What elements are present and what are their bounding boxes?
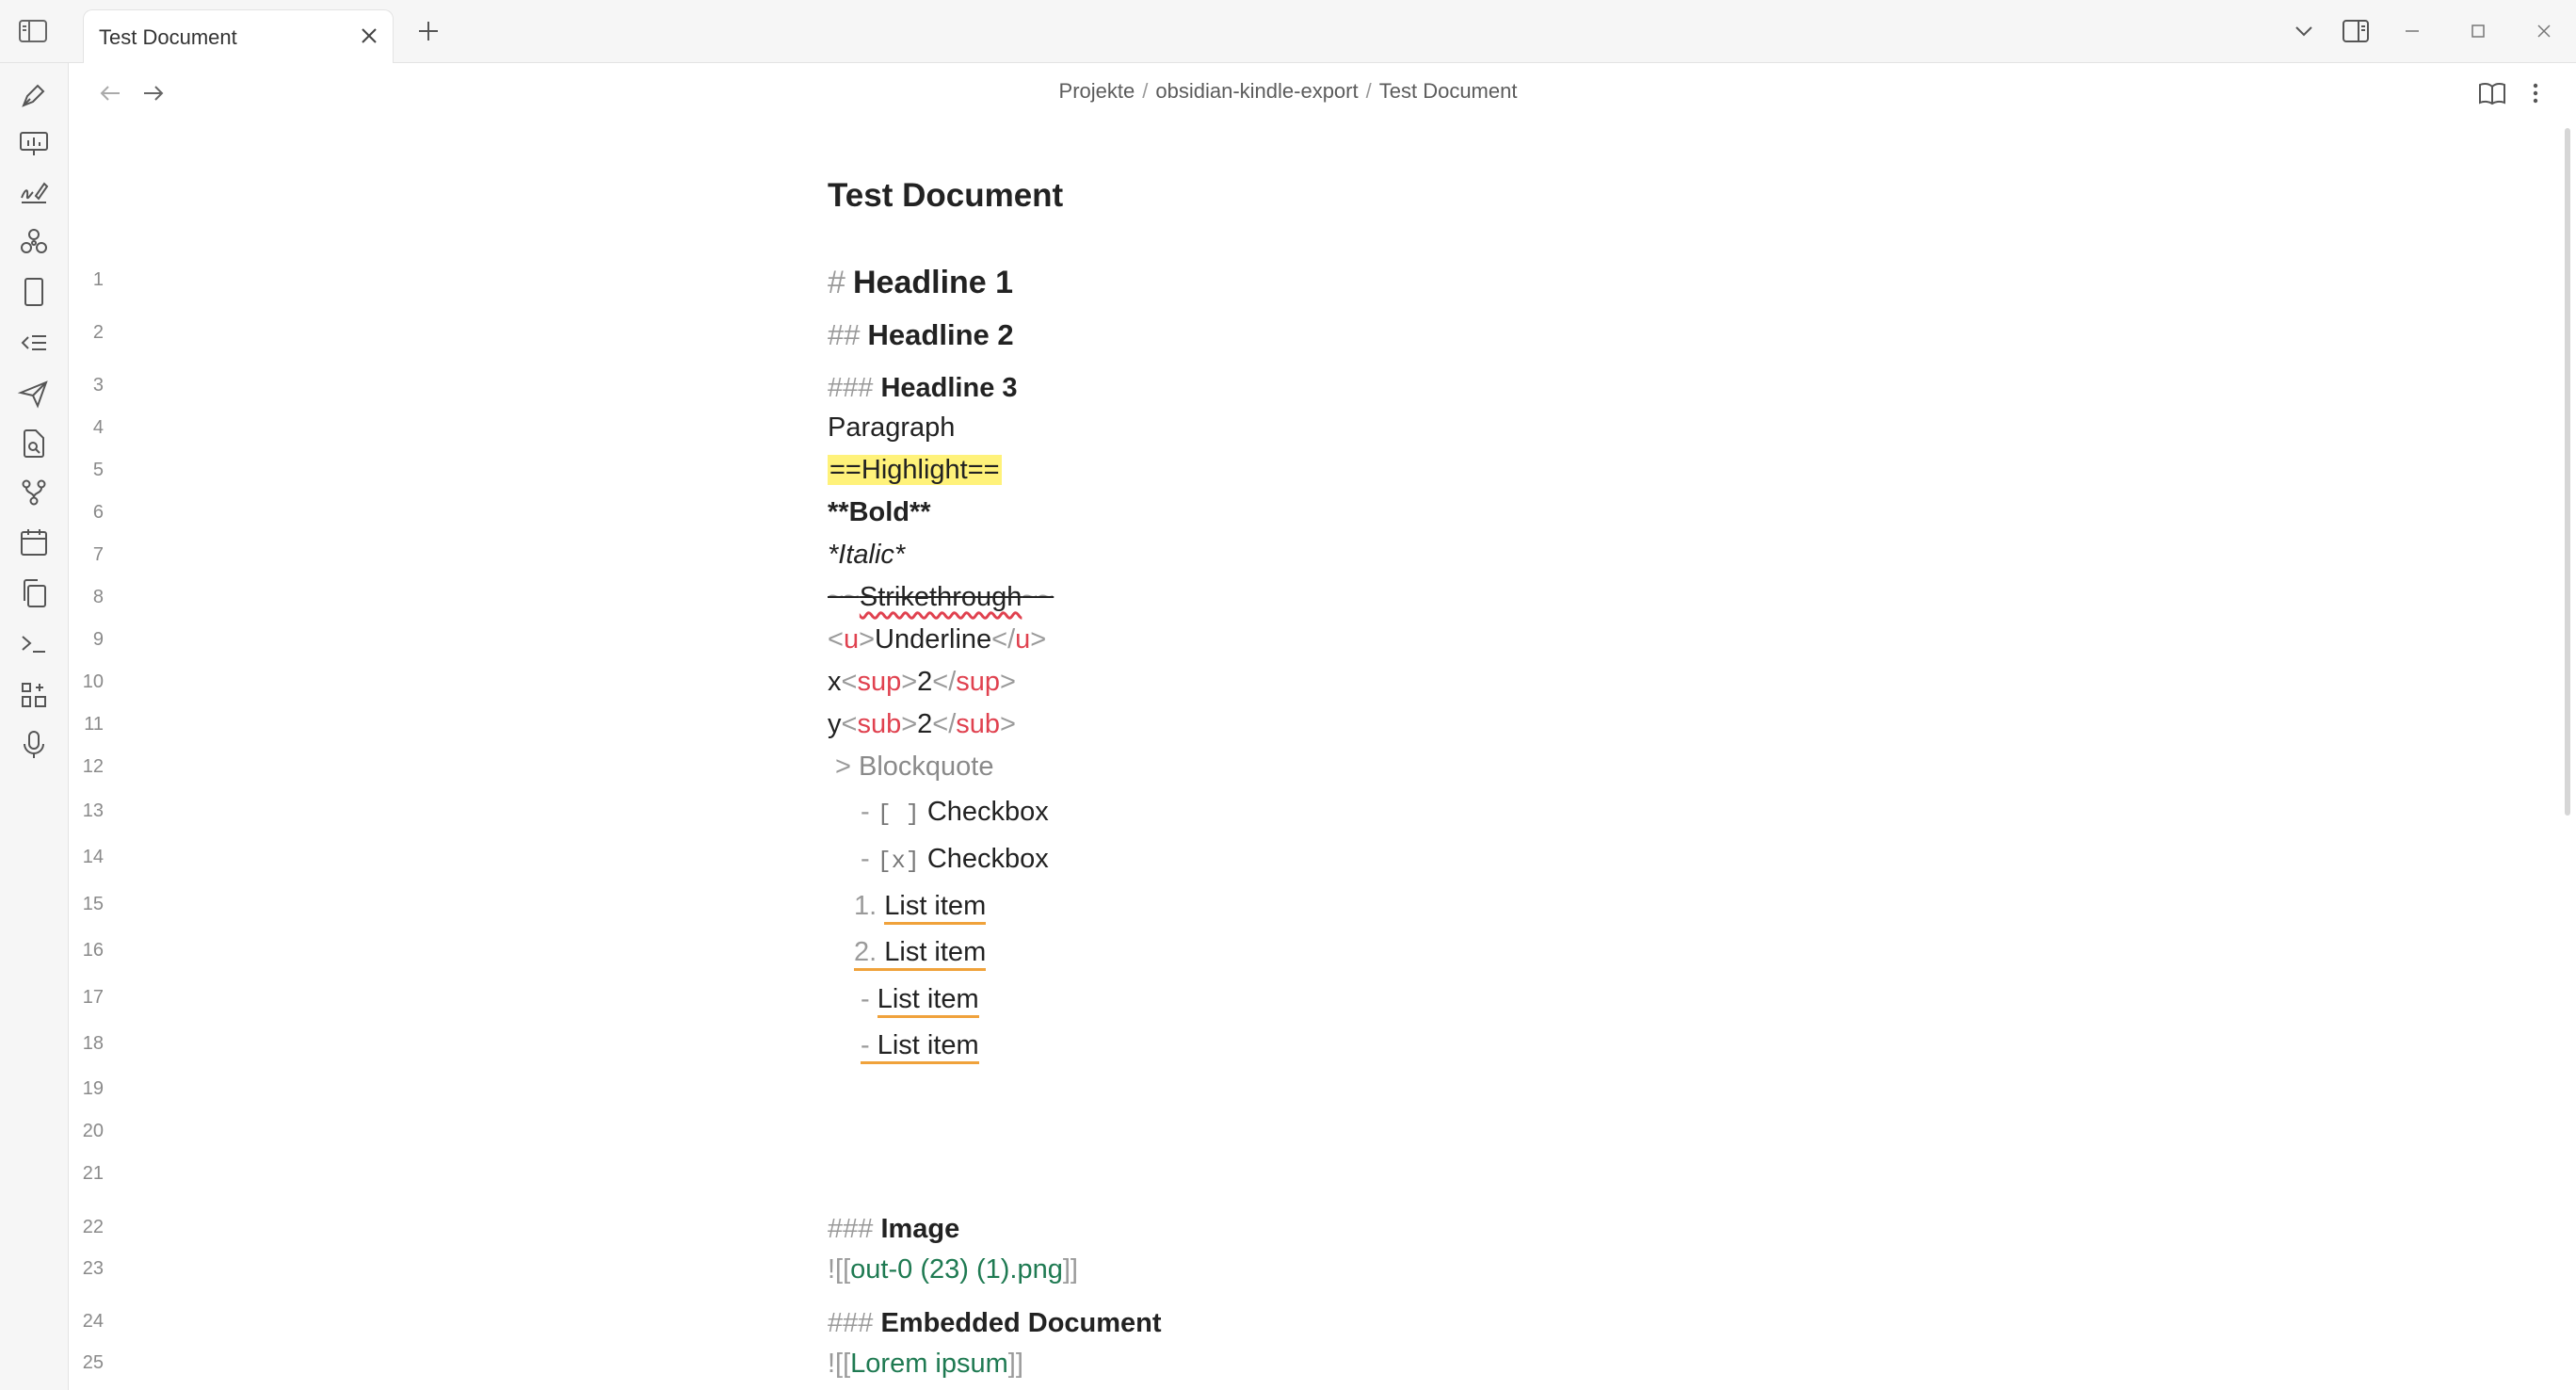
heading-marker: # <box>828 265 845 300</box>
line-number: 18 <box>82 1033 104 1054</box>
line-headline-3[interactable] <box>828 367 1018 409</box>
handwriting-icon[interactable] <box>17 175 51 209</box>
line-number: 13 <box>82 800 104 821</box>
tag-bracket: > <box>859 624 876 655</box>
strike-marker: ~~ <box>1022 582 1055 612</box>
strike-marker: ~~ <box>828 582 860 612</box>
heading-marker: ## <box>828 318 861 351</box>
graph-icon[interactable] <box>17 225 51 259</box>
base-text: x <box>828 667 842 697</box>
strikethrough-text: Strikethrough <box>859 582 1022 612</box>
line-checkbox-checked[interactable] <box>861 838 1049 880</box>
calendar-icon[interactable] <box>17 525 51 559</box>
list-marker: - <box>861 797 870 827</box>
embed-bracket: ]] <box>1062 1254 1078 1285</box>
line-number: 9 <box>92 629 104 650</box>
line-heading-embedded-document[interactable] <box>828 1302 1162 1344</box>
more-vertical-icon[interactable] <box>2520 77 2552 109</box>
line-paragraph[interactable] <box>828 407 955 448</box>
book-icon[interactable] <box>2476 77 2508 109</box>
italic-text: *Italic* <box>828 540 906 570</box>
line-number: 8 <box>92 587 104 607</box>
send-icon[interactable] <box>17 377 51 411</box>
line-number: 25 <box>82 1352 104 1373</box>
breadcrumb <box>0 79 2576 104</box>
tab-test-document[interactable] <box>83 9 394 63</box>
tag-bracket: </ <box>932 709 957 739</box>
tag-bracket: > <box>1030 624 1047 655</box>
line-ordered-item-1[interactable] <box>854 885 986 927</box>
close-icon[interactable] <box>357 24 381 48</box>
line-number: 14 <box>82 847 104 867</box>
inline-title[interactable]: Test Document <box>828 177 1064 214</box>
tag-bracket: > <box>901 709 918 739</box>
tag-bracket: </ <box>991 624 1016 655</box>
line-image-embed[interactable] <box>828 1249 1078 1290</box>
minimize-icon[interactable] <box>2396 15 2428 47</box>
checkbox-label: Checkbox <box>926 797 1049 827</box>
blockquote-marker: > <box>835 752 851 782</box>
line-number: 11 <box>84 714 104 735</box>
line-headline-2[interactable] <box>828 315 1014 356</box>
line-ordered-item-2[interactable] <box>854 931 986 973</box>
terminal-icon[interactable] <box>17 627 51 661</box>
headline-3-text: Headline 3 <box>880 373 1018 403</box>
line-number: 15 <box>82 894 104 914</box>
line-bullet-item-1[interactable] <box>861 978 979 1020</box>
sidebar-toggle-icon[interactable] <box>17 17 49 45</box>
line-number: 23 <box>82 1258 104 1279</box>
line-number: 2 <box>92 322 104 343</box>
paragraph-text: Paragraph <box>828 412 956 443</box>
heading-marker: ### <box>828 1214 874 1244</box>
image-embed-link[interactable]: out-0 (23) (1).png <box>850 1254 1063 1285</box>
heading-marker: ### <box>828 373 874 403</box>
line-blockquote[interactable] <box>835 746 994 787</box>
right-sidebar-icon[interactable] <box>2340 15 2372 47</box>
tag-bracket: < <box>841 709 858 739</box>
tag-name: sub <box>956 709 1001 739</box>
line-number: 5 <box>92 460 104 480</box>
list-marker: - <box>861 984 870 1014</box>
forward-arrow-icon[interactable] <box>137 77 169 109</box>
tag-bracket: < <box>828 624 844 655</box>
line-number: 4 <box>92 417 104 438</box>
base-text: y <box>828 709 842 739</box>
outline-icon[interactable] <box>17 326 51 360</box>
list-item-text: List item <box>884 937 986 971</box>
line-checkbox-unchecked[interactable] <box>861 791 1049 832</box>
file-search-icon[interactable] <box>17 427 51 461</box>
line-number: 7 <box>92 544 104 565</box>
line-number: 20 <box>82 1121 104 1141</box>
tag-name: sup <box>857 667 902 697</box>
tag-name: sub <box>857 709 902 739</box>
tag-bracket: </ <box>932 667 957 697</box>
tag-bracket: > <box>1000 709 1016 739</box>
line-number: 24 <box>82 1311 104 1332</box>
list-marker: - <box>861 1030 870 1064</box>
chevron-down-icon[interactable] <box>2288 15 2320 47</box>
window-close-icon[interactable] <box>2528 15 2560 47</box>
scrollbar[interactable] <box>2565 128 2570 816</box>
line-bold[interactable] <box>828 492 931 533</box>
heading-marker: ### <box>828 1308 874 1338</box>
checkbox-label: Checkbox <box>926 844 1049 874</box>
line-italic[interactable] <box>828 534 905 575</box>
checkbox-checked[interactable]: [x] <box>877 848 920 875</box>
list-item-text: List item <box>877 984 979 1018</box>
bold-text: **Bold** <box>828 497 931 527</box>
list-marker: 1. <box>854 891 877 921</box>
headline-2-text: Headline 2 <box>867 318 1014 351</box>
line-highlight[interactable] <box>828 449 1002 491</box>
list-item-text: List item <box>877 1030 979 1064</box>
breadcrumb-separator: / <box>1142 79 1149 103</box>
presentation-icon[interactable] <box>17 127 51 161</box>
line-number: 21 <box>82 1163 104 1184</box>
line-headline-1[interactable] <box>828 262 1013 303</box>
line-number: 3 <box>92 375 104 396</box>
line-number: 16 <box>82 940 104 961</box>
line-number: 6 <box>92 502 104 523</box>
page-icon[interactable] <box>17 275 51 309</box>
blockquote-text: Blockquote <box>859 752 994 782</box>
breadcrumb-item-folder[interactable]: obsidian-kindle-export <box>1155 79 1359 103</box>
list-item-text: List item <box>884 891 986 925</box>
tag-name: sup <box>956 667 1001 697</box>
line-number: 12 <box>82 756 104 777</box>
line-subscript[interactable] <box>828 703 1016 745</box>
embed-bracket: ![[ <box>828 1349 851 1379</box>
document-embed-link[interactable]: Lorem ipsum <box>850 1349 1008 1379</box>
superscript-text: 2 <box>917 667 933 697</box>
subscript-text: 2 <box>917 709 933 739</box>
copy-icon[interactable] <box>17 576 51 610</box>
line-document-embed[interactable] <box>828 1343 1023 1384</box>
breadcrumb-item-document[interactable]: Test Document <box>1378 79 1518 103</box>
heading-embedded-document-text: Embedded Document <box>880 1308 1162 1338</box>
heading-image-text: Image <box>880 1214 960 1244</box>
puzzle-icon[interactable] <box>17 678 51 712</box>
title-bar <box>0 0 2576 63</box>
line-number: 17 <box>82 987 104 1008</box>
line-strikethrough[interactable] <box>828 576 1054 618</box>
line-underline[interactable] <box>828 619 1046 660</box>
checkbox-unchecked[interactable]: [ ] <box>877 800 920 828</box>
tab-title: Test Document <box>99 25 237 49</box>
back-arrow-icon[interactable] <box>94 77 126 109</box>
line-number: 19 <box>82 1078 104 1099</box>
line-number: 1 <box>92 269 104 290</box>
microphone-icon[interactable] <box>17 728 51 762</box>
tag-bracket: > <box>1000 667 1016 697</box>
line-number: 22 <box>82 1217 104 1237</box>
breadcrumb-item-projekte[interactable]: Projekte <box>1058 79 1135 103</box>
underline-text: Underline <box>875 624 992 655</box>
plus-icon[interactable] <box>414 17 443 45</box>
tag-name: u <box>843 624 860 655</box>
list-marker: - <box>861 844 870 874</box>
embed-bracket: ![[ <box>828 1254 851 1285</box>
breadcrumb-separator: / <box>1365 79 1372 103</box>
line-bullet-item-2[interactable] <box>861 1025 979 1066</box>
maximize-icon[interactable] <box>2462 15 2494 47</box>
git-icon[interactable] <box>17 476 51 509</box>
line-number: 10 <box>82 671 104 692</box>
tag-bracket: > <box>901 667 918 697</box>
embed-bracket: ]] <box>1007 1349 1023 1379</box>
headline-1-text: Headline 1 <box>852 265 1014 300</box>
line-heading-image[interactable] <box>828 1208 959 1250</box>
pen-icon[interactable] <box>17 78 51 112</box>
highlight-text: ==Highlight== <box>829 455 1000 485</box>
list-marker: 2. <box>854 937 877 971</box>
line-superscript[interactable] <box>828 661 1016 703</box>
tag-name: u <box>1015 624 1031 655</box>
tag-bracket: < <box>841 667 858 697</box>
